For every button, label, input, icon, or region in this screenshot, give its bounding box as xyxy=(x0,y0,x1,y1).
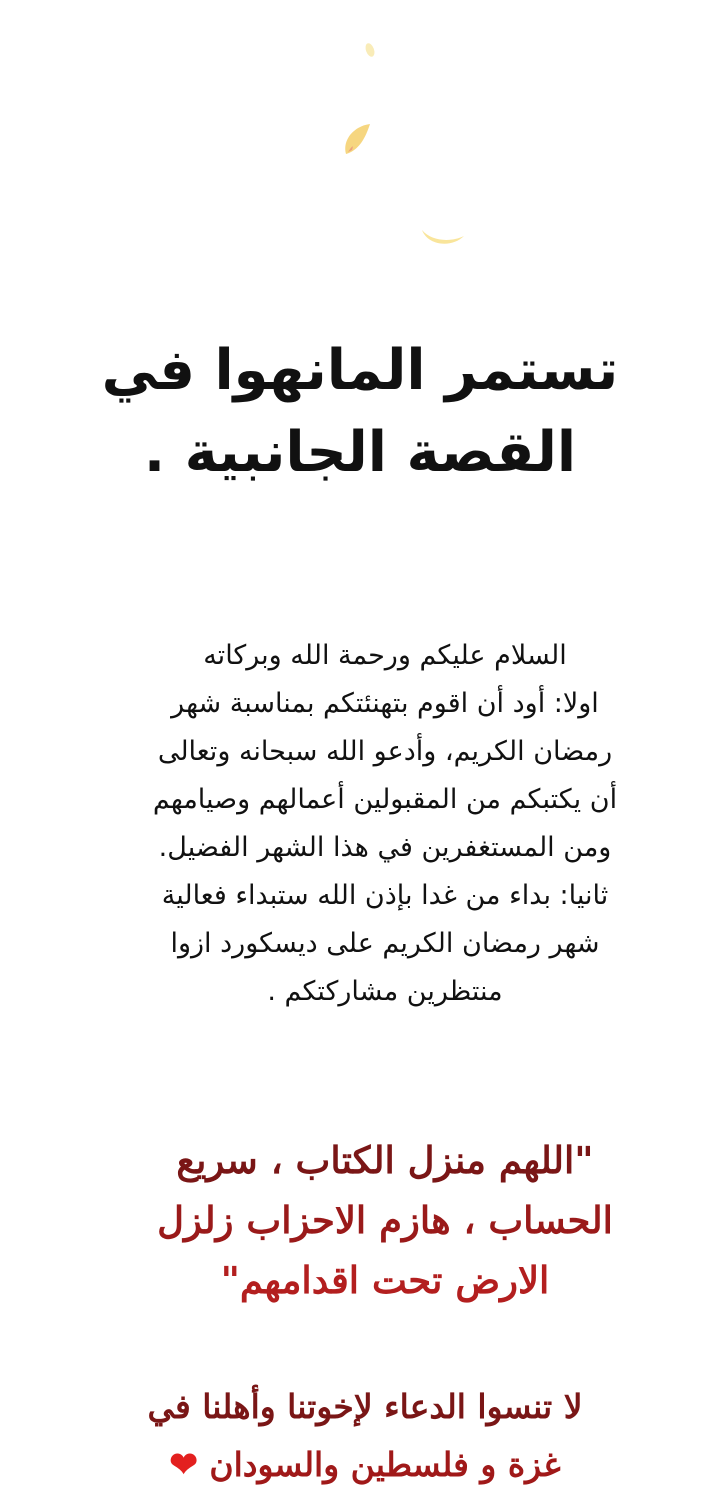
reminder-line-1: لا تنسوا الدعاء لإخوتنا وأهلنا في xyxy=(147,1387,583,1426)
announcement-line: اولا: أود أن اقوم بتهنئتكم بمناسبة شهر xyxy=(171,688,599,719)
title-line-1: تستمر المانهوا في xyxy=(101,338,619,403)
announcement-line: رمضان الكريم، وأدعو الله سبحانه وتعالى xyxy=(157,736,613,767)
announcement-line: منتظرين مشاركتكم . xyxy=(267,976,503,1007)
announcement-line: أن يكتبكم من المقبولين أعمالهم وصيامهم xyxy=(152,784,618,815)
title-line-2: القصة الجانبية . xyxy=(143,420,577,485)
announcement-line: شهر رمضان الكريم على ديسكورد ازوا xyxy=(170,928,600,959)
reminder-line-2 xyxy=(40,1436,690,1494)
announcement-line: ومن المستغفرين في هذا الشهر الفضيل. xyxy=(158,832,612,863)
dua-quote xyxy=(120,1130,650,1310)
dua-line-1: "اللهم منزل الكتاب ، سريع xyxy=(176,1138,594,1182)
petal-icon xyxy=(418,222,466,252)
heart-icon: ❤ xyxy=(169,1445,198,1485)
petal-icon xyxy=(362,40,378,60)
dua-line-2: الحساب ، هازم الاحزاب زلزل xyxy=(157,1198,613,1242)
page-title xyxy=(80,330,640,494)
dua-line-3: الارض تحت اقدامهم" xyxy=(220,1258,550,1302)
announcement-text xyxy=(120,632,650,1016)
announcement-line: السلام عليكم ورحمة الله وبركاته xyxy=(203,640,567,671)
petal-icon xyxy=(340,120,376,160)
announcement-line: ثانيا: بداء من غدا بإذن الله ستبداء فعالية xyxy=(161,880,609,911)
prayer-reminder xyxy=(40,1378,690,1494)
reminder-line-2-text: غزة و فلسطين والسودان xyxy=(209,1445,561,1484)
